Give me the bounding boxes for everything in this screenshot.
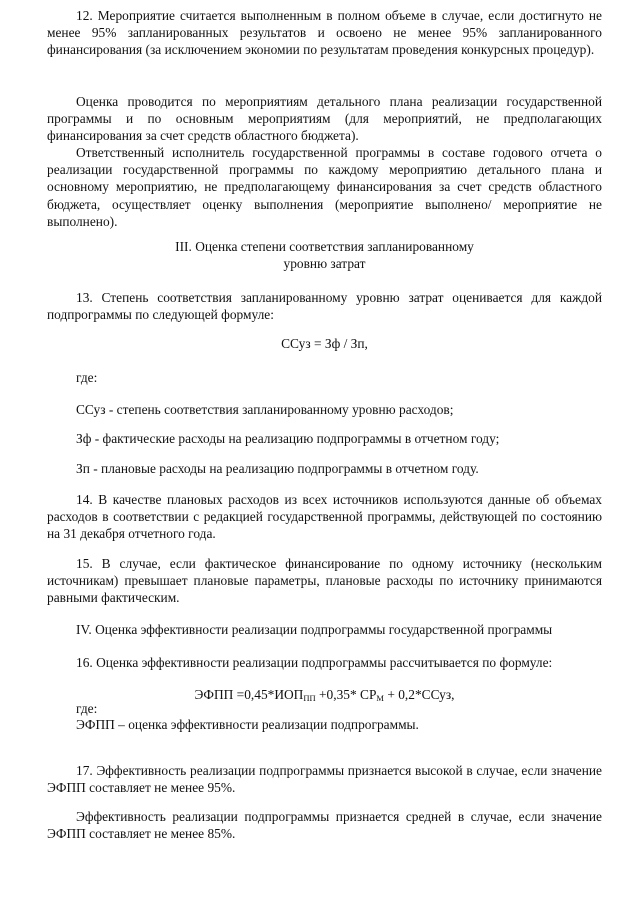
definition-zf: Зф - фактические расходы на реализацию подпрограммы в отчетном году; bbox=[76, 431, 500, 446]
paragraph-13: 13. Степень соответствия запланированному уровню затрат оценивается для каждой подпрограммы по следующей формуле: bbox=[47, 290, 602, 323]
paragraph-evaluation-scope: Оценка проводится по мероприятиям детального плана реализации государственной программы и по основным мероприятиям (для мероприятий, не предполагающих финансирования за счет средств областного бюджета). bbox=[47, 94, 602, 144]
where-label-1: где: bbox=[76, 370, 98, 385]
formula-efpp-subscript-m: М bbox=[376, 693, 384, 703]
formula-efpp-subscript-pp: ПП bbox=[303, 693, 316, 703]
where-label-2: где: bbox=[76, 701, 98, 716]
section-3-heading bbox=[47, 238, 602, 272]
paragraph-responsible-executor: Ответственный исполнитель государственной программы в составе годового отчета о реализации государственной программы по каждому мероприятию детального плана и основному мероприятию, не предполагающему финансирования за счет средств областного бюджета, осуществляет оценку выполнения (мероприятие выполнено/ мероприятие не выполнено). bbox=[47, 145, 602, 229]
section-4-heading: IV. Оценка эффективности реализации подпрограммы государственной программы bbox=[76, 622, 553, 637]
formula-efpp-part-1: ЭФПП =0,45*ИОП bbox=[194, 687, 304, 702]
paragraph-17: 17. Эффективность реализации подпрограммы признается высокой в случае, если значение ЭФПП составляет не менее 95%. bbox=[47, 763, 602, 796]
paragraph-12: 12. Мероприятие считается выполненным в полном объеме в случае, если достигнуто не менее 95% запланированных результатов и освоено не менее 95% запланированного финансирования (за исключением экономии по результатам проведения конкурсных процедур). bbox=[47, 8, 602, 58]
formula-ccuz: ССуз = Зф / Зп, bbox=[281, 336, 368, 351]
formula-efpp-part-2: +0,35* СР bbox=[315, 687, 377, 702]
paragraph-medium-efficiency: Эффективность реализации подпрограммы признается средней в случае, если значение ЭФПП составляет не менее 85%. bbox=[47, 809, 602, 842]
formula-efpp-part-3: + 0,2*ССуз, bbox=[383, 687, 455, 702]
paragraph-16: 16. Оценка эффективности реализации подпрограммы рассчитывается по формуле: bbox=[76, 655, 553, 670]
section-3-heading-line-2: уровню затрат bbox=[283, 256, 366, 272]
definition-ccuz: ССуз - степень соответствия запланированному уровню расходов; bbox=[76, 402, 454, 417]
paragraph-14: 14. В качестве плановых расходов из всех источников используются данные об объемах расходов в соответствии с редакцией государственной программы, действующей по состоянию на 31 декабря отчетного года. bbox=[47, 492, 602, 542]
paragraph-15: 15. В случае, если фактическое финансирование по одному источнику (нескольким источникам) превышает плановые параметры, плановые расходы по источнику принимаются равными фактическим. bbox=[47, 556, 602, 606]
formula-efpp bbox=[47, 686, 602, 707]
definition-efpp: ЭФПП – оценка эффективности реализации подпрограммы. bbox=[76, 717, 419, 732]
definition-zp: Зп - плановые расходы на реализацию подпрограммы в отчетном году. bbox=[76, 461, 479, 476]
section-3-heading-line-1: III. Оценка степени соответствия запланированному bbox=[175, 239, 474, 254]
